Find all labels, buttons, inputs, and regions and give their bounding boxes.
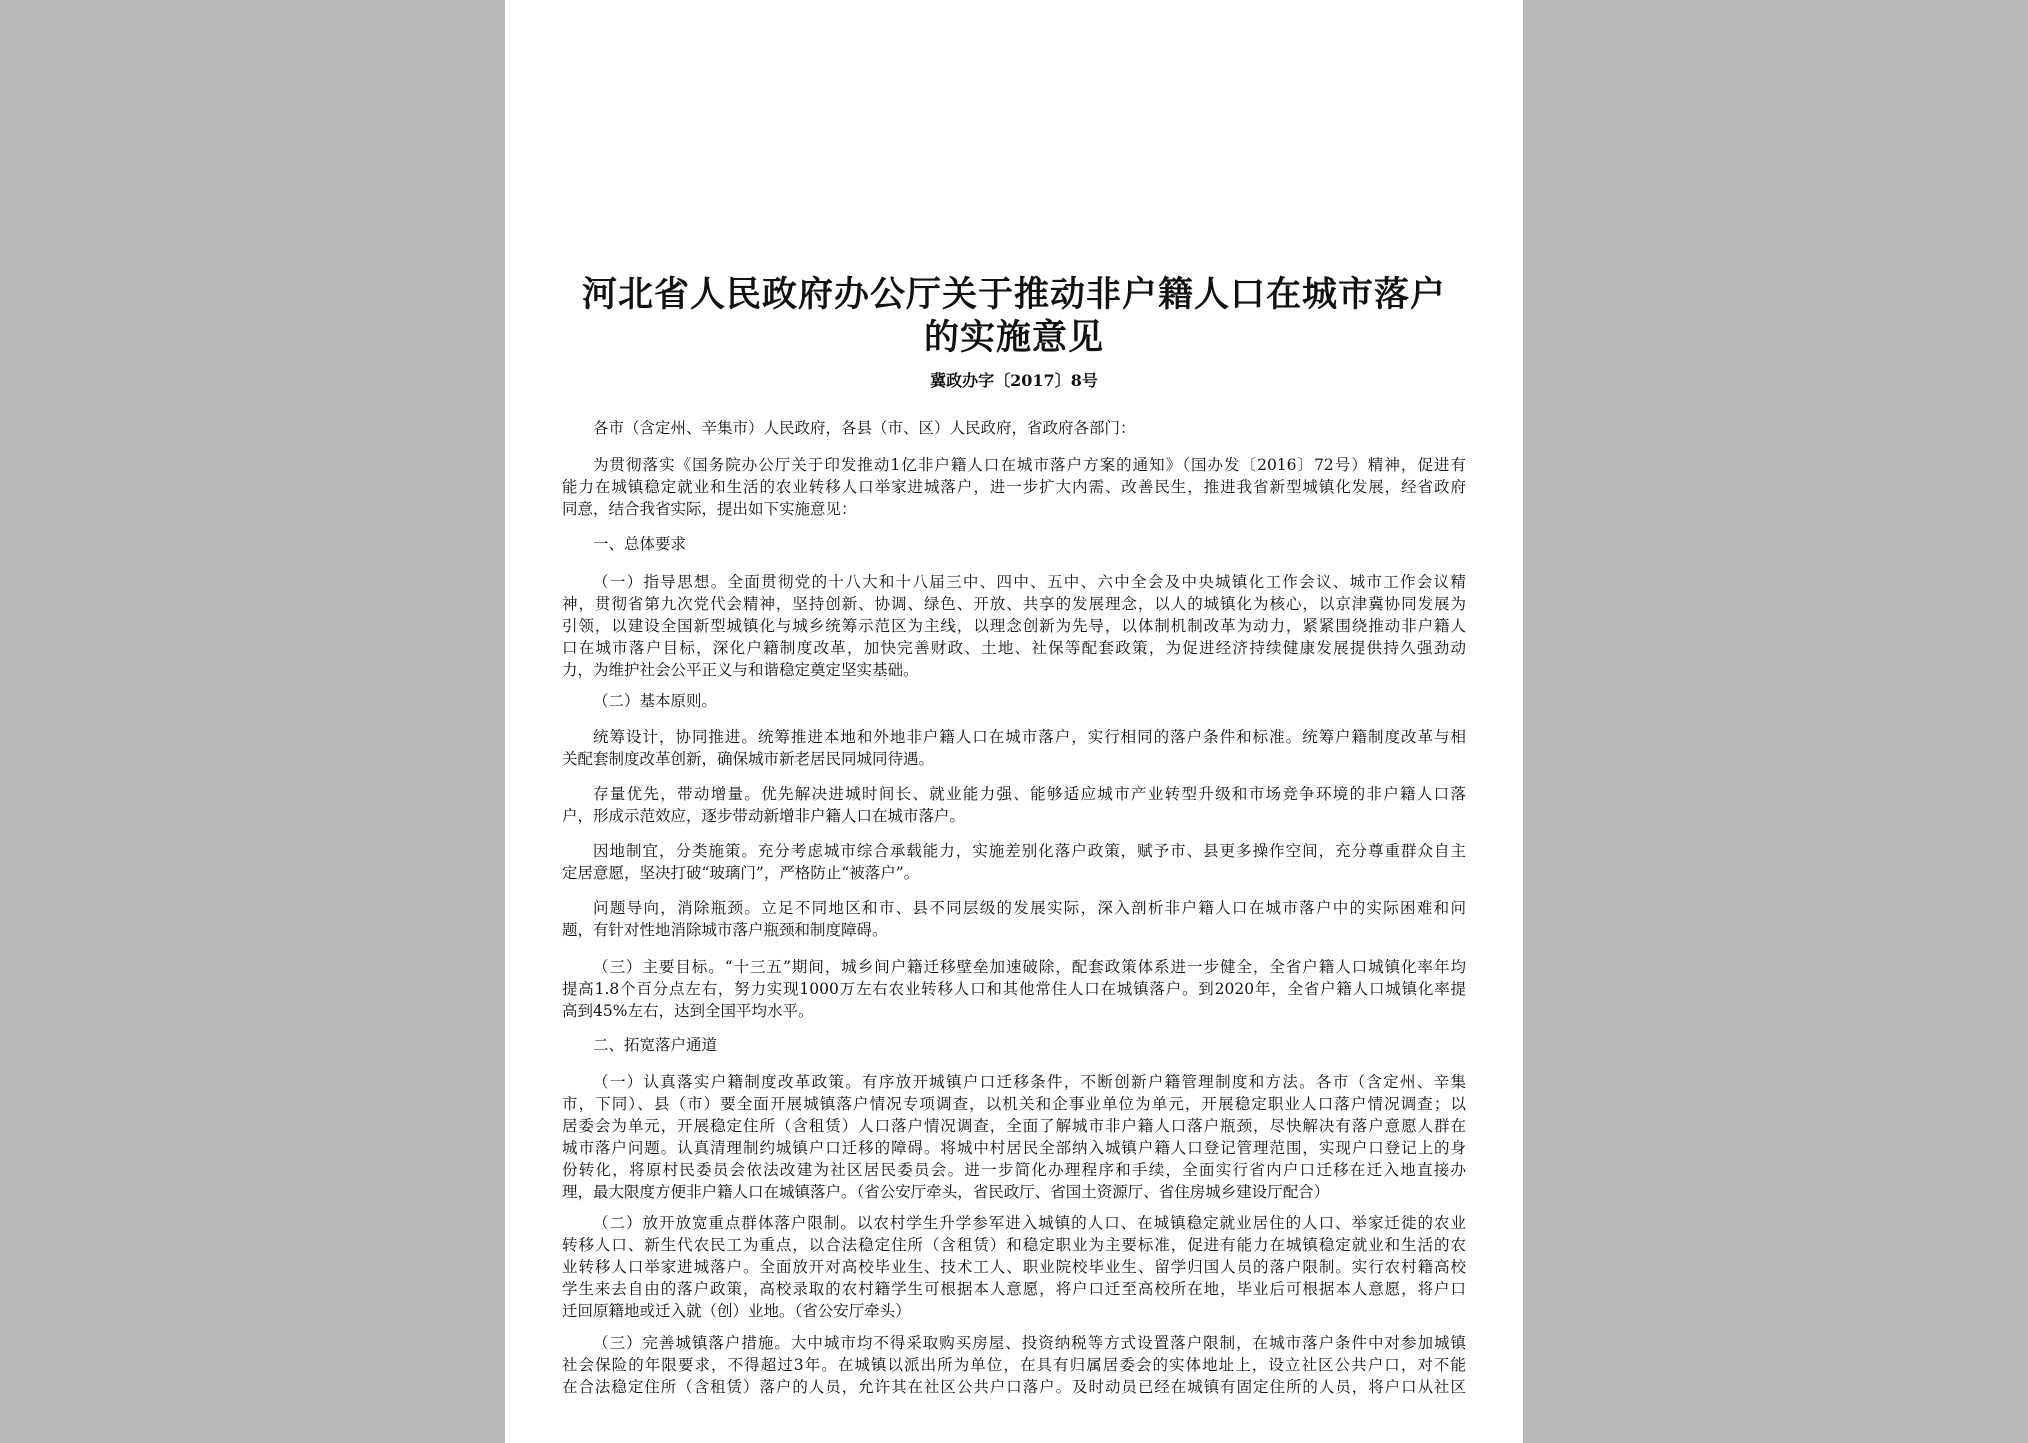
paragraph-principle-4 [562, 896, 1466, 940]
text-line: 统筹设计，协同推进。统筹推进本地和外地非户籍人口在城市落户，实行相同的落户条件和标准。统筹户籍制度改革与相 [593, 728, 1466, 746]
text-line: （三）主要目标。“十三五”期间，城乡间户籍迁移壁垒加速破除，配套政策体系进一步健全，全省户籍人口城镇化率年均 [593, 958, 1466, 976]
text-line: 存量优先，带动增量。优先解决进城时间长、就业能力强、能够适应城市产业转型升级和市场竞争环境的非户籍人口落 [593, 785, 1466, 803]
text-line: 引领，以建设全国新型城镇化与城乡统筹示范区为主线，以理念创新为先导，以体制机制改革为动力，紧紧围绕推动非户籍人 [562, 617, 1466, 635]
paragraph-key-groups [562, 1211, 1466, 1321]
text-line: 问题导向，消除瓶颈。立足不同地区和市、县不同层级的发展实际，深入剖析非户籍人口在城市落户中的实际困难和问 [593, 899, 1466, 917]
text-line: 关配套制度改革创新，确保城市新老居民同城同待遇。 [562, 750, 935, 768]
text-line: 迁回原籍地或迁入就（创）业地。（省公安厅牵头） [562, 1302, 911, 1320]
document-title-line-2: 的实施意见 [923, 317, 1104, 358]
text-line: 高到45%左右，达到全国平均水平。 [562, 1002, 814, 1020]
text-line: 定居意愿，坚决打破“玻璃门”，严格防止“被落户”。 [562, 864, 920, 882]
text-line: 业转移人口举家进城落户。全面放开对高校毕业生、技术工人、职业院校毕业生、留学归国人员的落户限制。实行农村籍高校 [562, 1258, 1466, 1276]
text-line: 市，下同）、县（市）要全面开展城镇落户情况专项调查，以机关和企事业单位为单元，开展稳定职业人口落户情况调查；以 [562, 1095, 1466, 1113]
text-line: 户，形成示范效应，逐步带动新增非户籍人口在城市落户。 [562, 807, 966, 825]
text-line: 同意，结合我省实际，提出如下实施意见： [562, 500, 857, 518]
text-line: 因地制宜，分类施策。充分考虑城市综合承载能力，实施差别化落户政策，赋予市、县更多操作空间，充分尊重群众自主 [593, 842, 1466, 860]
text-line: 份转化，将原村民委员会依法改建为社区居民委员会。进一步简化办理程序和手续，全面实行省内户口迁移在迁入地直接办 [562, 1161, 1466, 1179]
text-line: 社会保险的年限要求，不得超过3年。在城镇以派出所为单位，在具有归属居委会的实体地址上，设立社区公共户口，对不能 [562, 1356, 1466, 1374]
text-line: 城市落户问题。认真清理制约城镇户口迁移的障碍。将城中村居民全部纳入城镇户籍人口登记管理范围，实现户口登记上的身 [562, 1139, 1466, 1157]
text-line: 口在城市落户目标，深化户籍制度改革，加快完善财政、土地、社保等配套政策，为促进经济持续健康发展提供持久强劲动 [562, 639, 1466, 657]
text-line: 神，贯彻省第九次党代会精神，坚持创新、协调、绿色、开放、共享的发展理念，以人的城镇化为核心，以京津冀协同发展为 [562, 595, 1466, 613]
paragraph-main-goals [562, 955, 1466, 1021]
text-line: 题，有针对性地消除城市落户瓶颈和制度障碍。 [562, 921, 888, 939]
text-line: 提高1.8个百分点左右，努力实现1000万左右农业转移人口和其他常住人口在城镇落户。到2020年，全省户籍人口城镇化率提 [562, 980, 1466, 998]
text-line: 能力在城镇稳定就业和生活的农业转移人口举家进城落户，进一步扩大内需、改善民生，推进我省新型城镇化发展，经省政府 [562, 478, 1466, 496]
document-number: 冀政办字〔2017〕8号 [930, 371, 1098, 390]
text-line: 为贯彻落实《国务院办公厅关于印发推动1亿非户籍人口在城市落户方案的通知》（国办发〔2016〕72号）精神，促进有 [593, 456, 1466, 474]
paragraph-principle-2 [562, 782, 1466, 826]
text-line: （一）指导思想。全面贯彻党的十八大和十八届三中、四中、五中、六中全会及中央城镇化工作会议、城市工作会议精 [593, 573, 1466, 591]
paragraph-settlement-measures [562, 1331, 1466, 1397]
text-line: 理，最大限度方便非户籍人口在城镇落户。（省公安厅牵头，省民政厅、省国土资源厅、省住房城乡建设厅配合） [562, 1183, 1330, 1201]
text-line: 居委会为单元，开展稳定住所（含租赁）人口落户情况调查，全面了解城市非户籍人口落户瓶颈，尽快解决有落户意愿人群在 [562, 1117, 1466, 1135]
salutation: 各市（含定州、辛集市）人民政府，各县（市、区）人民政府，省政府各部门： [593, 419, 1136, 437]
text-line: 力，为维护社会公平正义与和谐稳定奠定坚实基础。 [562, 661, 919, 679]
text-line: （二）放开放宽重点群体落户限制。以农村学生升学参军进入城镇的人口、在城镇稳定就业居住的人口、举家迁徙的农业 [593, 1214, 1466, 1232]
document-title-line-1: 河北省人民政府办公厅关于推动非户籍人口在城市落户 [581, 274, 1446, 315]
text-line: 学生来去自由的落户政策，高校录取的农村籍学生可根据本人意愿，将户口迁至高校所在地，毕业后可根据本人意愿，将户口 [562, 1280, 1466, 1298]
subheading-basic-principles: （二）基本原则。 [593, 692, 718, 710]
text-line: 转移人口、新生代农民工为重点，以合法稳定住所（含租赁）和稳定职业为主要标准，促进有能力在城镇稳定就业和生活的农 [562, 1236, 1466, 1254]
paragraph-principle-3 [562, 839, 1466, 883]
paragraph-principle-1 [562, 725, 1466, 769]
paragraph-household-reform [562, 1070, 1466, 1202]
paragraph-intro [562, 453, 1466, 519]
document-page [505, 0, 1523, 1443]
text-line: （三）完善城镇落户措施。大中城市均不得采取购买房屋、投资纳税等方式设置落户限制，在城市落户条件中对参加城镇 [593, 1334, 1466, 1352]
section-heading-2: 二、拓宽落户通道 [593, 1036, 718, 1054]
paragraph-guiding-ideology [562, 570, 1466, 680]
section-heading-1: 一、总体要求 [593, 535, 687, 553]
text-line: （一）认真落实户籍制度改革政策。有序放开城镇户口迁移条件，不断创新户籍管理制度和方法。各市（含定州、辛集 [593, 1073, 1466, 1091]
text-line: 在合法稳定住所（含租赁）落户的人员，允许其在社区公共户口落户。及时动员已经在城镇有固定住所的人员，将户口从社区 [562, 1378, 1466, 1396]
